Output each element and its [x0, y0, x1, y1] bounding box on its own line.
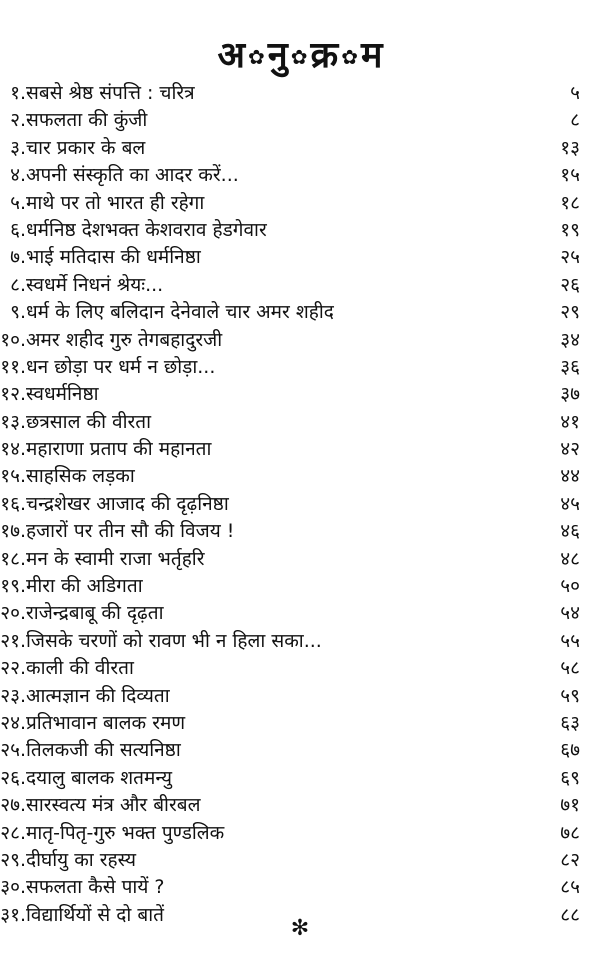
page-title: [0, 34, 600, 78]
toc-entry: [0, 327, 600, 354]
toc-entry: [0, 518, 600, 545]
entry-title: सफलता की कुंजी: [26, 109, 148, 132]
entry-number: ९.: [10, 301, 26, 324]
entry-page-number: ५९: [560, 684, 580, 707]
entry-title: भाई मतिदास की धर्मनिष्ठा: [26, 246, 201, 269]
entry-number: २८.: [0, 821, 26, 844]
toc-entry: [0, 80, 600, 107]
entry-title: धर्मनिष्ठ देशभक्त केशवराव हेडगेवार: [26, 218, 267, 241]
entry-number: २५.: [0, 739, 26, 762]
entry-number: २.: [10, 109, 26, 132]
flower-icon: ✿: [248, 45, 265, 69]
entry-number: ५.: [10, 191, 26, 214]
entry-page-number: २९: [560, 301, 580, 324]
toc-entry: [0, 765, 600, 792]
entry-title: प्रतिभावान बालक रमण: [26, 711, 186, 734]
entry-title: चार प्रकार के बल: [26, 136, 146, 159]
entry-title: राजेन्द्रबाबू की दृढ़ता: [26, 602, 164, 625]
entry-title: छत्रसाल की वीरता: [26, 410, 152, 433]
toc-entry: [0, 546, 600, 573]
entry-number: ४.: [10, 164, 26, 187]
entry-page-number: ३४: [560, 328, 580, 351]
entry-number: १६.: [0, 492, 26, 515]
toc-entry: [0, 573, 600, 600]
toc-entry: [0, 272, 600, 299]
entry-number: १५.: [0, 465, 26, 488]
entry-page-number: ५: [570, 82, 580, 104]
entry-number: ६.: [10, 218, 26, 241]
entry-page-number: ६९: [560, 766, 580, 789]
entry-page-number: ८८: [560, 903, 580, 926]
entry-number: १९.: [0, 575, 26, 598]
entry-title: तिलकजी की सत्यनिष्ठा: [26, 739, 181, 762]
entry-page-number: १५: [560, 164, 580, 187]
entry-title: साहसिक लड़का: [26, 465, 135, 488]
toc-entry: [0, 244, 600, 271]
toc-entry: [0, 217, 600, 244]
entry-title: सारस्वत्य मंत्र और बीरबल: [26, 794, 201, 817]
entry-number: ३१.: [0, 903, 26, 926]
entry-page-number: ८५: [560, 876, 580, 899]
entry-number: १२.: [0, 383, 26, 406]
entry-page-number: ४४: [560, 465, 580, 488]
toc-entry: [0, 600, 600, 627]
entry-page-number: ६३: [560, 711, 580, 734]
entry-number: १४.: [0, 438, 26, 461]
toc-entry: [0, 874, 600, 901]
entry-number: २७.: [0, 794, 26, 817]
toc-entry: [0, 655, 600, 682]
entry-number: १०.: [0, 328, 26, 351]
entry-title: विद्यार्थियों से दो बातें: [26, 903, 164, 926]
entry-title: दीर्घायु का रहस्य: [26, 848, 137, 871]
title-letter: नु: [267, 35, 288, 76]
entry-page-number: १८: [560, 191, 580, 214]
toc-entry: [0, 463, 600, 490]
entry-number: २१.: [0, 629, 26, 652]
entry-number: ३०.: [0, 876, 26, 899]
entry-title: जिसके चरणों को रावण भी न हिला सका...: [26, 629, 322, 652]
entry-number: ७.: [10, 246, 26, 269]
entry-title: माथे पर तो भारत ही रहेगा: [26, 191, 205, 214]
entry-title: आत्मज्ञान की दिव्यता: [26, 684, 170, 707]
entry-page-number: ४८: [560, 547, 580, 570]
entry-page-number: ४५: [560, 492, 580, 515]
entry-title: चन्द्रशेखर आजाद की दृढ़निष्ठा: [26, 492, 229, 515]
toc-entry: [0, 381, 600, 408]
toc-entry: [0, 436, 600, 463]
entry-page-number: ८: [570, 109, 580, 132]
entry-title: काली की वीरता: [26, 657, 134, 680]
entry-number: १७.: [0, 520, 26, 543]
entry-page-number: ४६: [560, 520, 580, 543]
toc-entry: [0, 190, 600, 217]
entry-number: २९.: [0, 848, 26, 871]
toc-entry: [0, 299, 600, 326]
entry-page-number: ४१: [560, 410, 580, 433]
entry-title: मीरा की अडिगता: [26, 575, 143, 598]
entry-title: स्वधर्मनिष्ठा: [26, 383, 99, 406]
entry-title: अपनी संस्कृति का आदर करें...: [26, 164, 239, 187]
toc-entry: [0, 135, 600, 162]
entry-number: २४.: [0, 711, 26, 734]
entry-page-number: ७१: [560, 794, 580, 817]
entry-page-number: १९: [560, 218, 580, 241]
entry-title: महाराणा प्रताप की महानता: [26, 438, 212, 461]
entry-title: धन छोड़ा पर धर्म न छोड़ा...: [26, 355, 216, 378]
toc-entry: [0, 820, 600, 847]
entry-page-number: २६: [560, 273, 580, 296]
entry-page-number: ५५: [560, 629, 580, 652]
entry-page-number: ५०: [560, 575, 580, 598]
flower-icon: ✿: [341, 45, 358, 69]
entry-page-number: ८२: [560, 848, 580, 871]
asterisk-ornament-icon: ✻: [290, 916, 310, 941]
toc-entry: [0, 107, 600, 134]
toc-entry: [0, 491, 600, 518]
entry-title: सबसे श्रेष्ठ संपत्ति : चरित्र: [26, 82, 195, 104]
title-letter: क्र: [310, 35, 339, 76]
toc-entry: [0, 628, 600, 655]
entry-page-number: ५८: [560, 657, 580, 680]
entry-page-number: २५: [560, 246, 580, 269]
toc-entry: [0, 162, 600, 189]
toc-entry: [0, 792, 600, 819]
entry-title: मातृ-पितृ-गुरु भक्त पुण्डलिक: [26, 821, 225, 844]
entry-number: २६.: [0, 766, 26, 789]
entry-number: १.: [10, 82, 26, 104]
entry-number: ११.: [0, 355, 26, 378]
entry-title: दयालु बालक शतमन्यु: [26, 766, 172, 789]
flower-icon: ✿: [290, 45, 308, 69]
entry-title: हजारों पर तीन सौ की विजय !: [26, 520, 235, 543]
entry-page-number: ७८: [560, 821, 580, 844]
table-of-contents: [0, 80, 600, 929]
entry-title: मन के स्वामी राजा भर्तृहरि: [26, 547, 205, 570]
toc-entry: [0, 683, 600, 710]
entry-title: अमर शहीद गुरु तेगबहादुरजी: [26, 328, 223, 351]
entry-number: २३.: [0, 684, 26, 707]
entry-number: २०.: [0, 602, 26, 625]
entry-number: ८.: [10, 273, 26, 296]
toc-entry: [0, 409, 600, 436]
entry-title: धर्म के लिए बलिदान देनेवाले चार अमर शहीद: [26, 301, 334, 324]
entry-page-number: ५४: [560, 602, 580, 625]
entry-number: ३.: [10, 136, 26, 159]
title-letter: अ: [217, 35, 246, 76]
toc-entry: [0, 847, 600, 874]
entry-page-number: १३: [560, 136, 580, 159]
entry-title: स्वधर्मे निधनं श्रेयः...: [26, 273, 164, 296]
entry-title: सफलता कैसे पायें ?: [26, 876, 165, 899]
entry-page-number: ४२: [560, 438, 580, 461]
entry-page-number: ६७: [560, 739, 580, 762]
toc-entry: [0, 737, 600, 764]
toc-entry: [0, 710, 600, 737]
entry-number: १३.: [0, 410, 26, 433]
entry-page-number: ३६: [560, 355, 580, 378]
toc-entry: [0, 354, 600, 381]
entry-number: १८.: [0, 547, 26, 570]
title-letter: म: [360, 35, 383, 76]
entry-page-number: ३७: [560, 383, 580, 406]
entry-number: २२.: [0, 657, 26, 680]
